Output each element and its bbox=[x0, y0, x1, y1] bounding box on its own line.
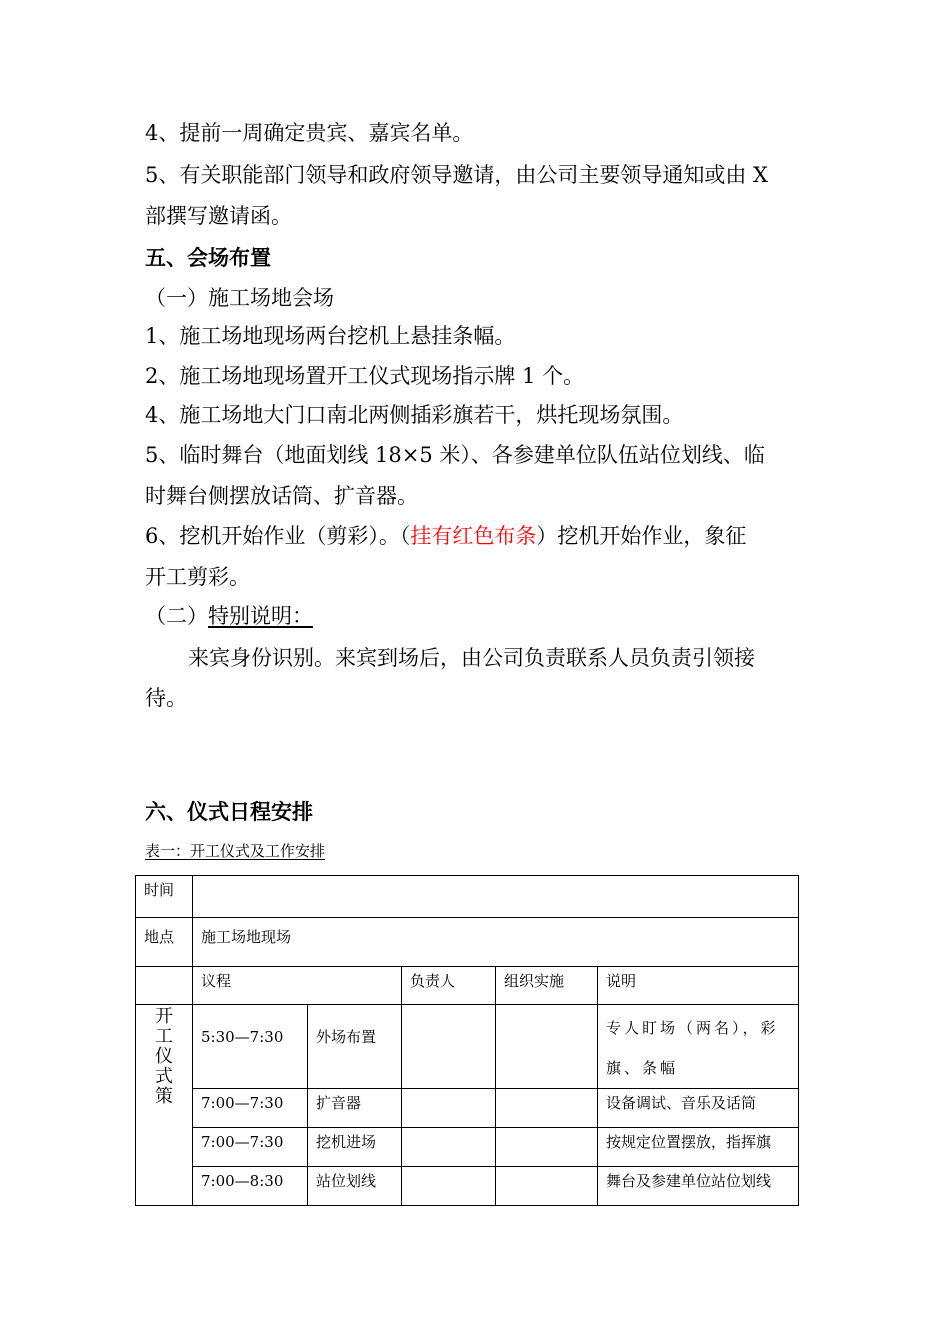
side-char: 开 bbox=[155, 1006, 173, 1027]
subsection-2-title bbox=[145, 601, 313, 631]
item-6-line2: 开工剪彩。 bbox=[145, 565, 250, 589]
header-note: 说明 bbox=[598, 967, 799, 1005]
subsection-2-prefix: （二） bbox=[145, 604, 208, 628]
header-agenda: 议程 bbox=[193, 967, 402, 1005]
side-char: 仪 bbox=[155, 1046, 173, 1067]
table-row-place bbox=[136, 918, 799, 967]
item-2: 2、施工场地现场置开工仪式现场指示牌 1 个。 bbox=[145, 364, 585, 388]
paragraph-invitation-line1: 5、有关职能部门领导和政府领导邀请，由公司主要领导通知或由 X bbox=[145, 163, 768, 187]
place-value: 施工场地现场 bbox=[193, 918, 799, 967]
item-6-prefix: 6、挖机开始作业（剪彩）。（ bbox=[145, 524, 411, 548]
row-owner bbox=[402, 1167, 496, 1206]
header-org: 组织实施 bbox=[496, 967, 598, 1005]
row-item: 站位划线 bbox=[308, 1167, 402, 1206]
side-label bbox=[136, 1005, 193, 1206]
row-note: 按规定位置摆放，指挥旗 bbox=[598, 1128, 799, 1167]
row-note: 专人盯场（两名），彩旗、条幅 bbox=[598, 1005, 799, 1089]
header-owner: 负责人 bbox=[402, 967, 496, 1005]
row-time: 7:00—7:30 bbox=[193, 1128, 308, 1167]
row-owner bbox=[402, 1005, 496, 1089]
item-4: 4、施工场地大门口南北两侧插彩旗若干，烘托现场氛围。 bbox=[145, 403, 684, 427]
item-1: 1、施工场地现场两台挖机上悬挂条幅。 bbox=[145, 324, 516, 348]
paragraph-guest-list: 4、提前一周确定贵宾、嘉宾名单。 bbox=[145, 121, 474, 145]
schedule-table bbox=[135, 875, 799, 1206]
row-time: 5:30—7:30 bbox=[193, 1005, 308, 1089]
row-item: 外场布置 bbox=[308, 1005, 402, 1089]
special-note-line2: 待。 bbox=[145, 686, 187, 710]
place-label: 地点 bbox=[136, 918, 193, 967]
table-row bbox=[136, 1005, 799, 1089]
table-header-row bbox=[136, 967, 799, 1005]
item-5-line1: 5、临时舞台（地面划线 18×5 米）、各参建单位队伍站位划线、临 bbox=[145, 443, 765, 467]
item-6-red-text: 挂有红色布条 bbox=[410, 524, 537, 548]
row-time: 7:00—8:30 bbox=[193, 1167, 308, 1206]
item-6-suffix: ）挖机开始作业，象征 bbox=[536, 524, 747, 548]
paragraph-invitation-line2: 部撰写邀请函。 bbox=[145, 204, 292, 228]
row-org bbox=[496, 1167, 598, 1206]
section-heading-5: 五、会场布置 bbox=[145, 246, 271, 270]
table-row bbox=[136, 1128, 799, 1167]
special-note-line1: 来宾身份识别。来宾到场后，由公司负责联系人员负责引领接 bbox=[188, 646, 755, 670]
header-blank bbox=[136, 967, 193, 1005]
side-char: 策 bbox=[155, 1086, 173, 1107]
table-row bbox=[136, 1167, 799, 1206]
row-note: 设备调试、音乐及话筒 bbox=[598, 1089, 799, 1128]
subsection-1-title: （一）施工场地会场 bbox=[145, 286, 334, 310]
row-owner bbox=[402, 1128, 496, 1167]
time-label: 时间 bbox=[136, 876, 193, 918]
side-char: 工 bbox=[155, 1026, 173, 1047]
item-5-line2: 时舞台侧摆放话筒、扩音器。 bbox=[145, 484, 418, 508]
row-org bbox=[496, 1128, 598, 1167]
row-org bbox=[496, 1089, 598, 1128]
section-heading-6: 六、仪式日程安排 bbox=[145, 800, 313, 824]
row-item: 挖机进场 bbox=[308, 1128, 402, 1167]
row-owner bbox=[402, 1089, 496, 1128]
side-char: 式 bbox=[155, 1066, 173, 1087]
row-time: 7:00—7:30 bbox=[193, 1089, 308, 1128]
row-item: 扩音器 bbox=[308, 1089, 402, 1128]
row-note: 舞台及参建单位站位划线 bbox=[598, 1167, 799, 1206]
table-caption: 表一：开工仪式及工作安排 bbox=[145, 842, 326, 860]
time-value bbox=[193, 876, 799, 918]
row-org bbox=[496, 1005, 598, 1089]
table-row-time bbox=[136, 876, 799, 918]
item-6-line1 bbox=[145, 521, 746, 551]
table-row bbox=[136, 1089, 799, 1128]
subsection-2-underlined: 特别说明： bbox=[208, 604, 313, 628]
